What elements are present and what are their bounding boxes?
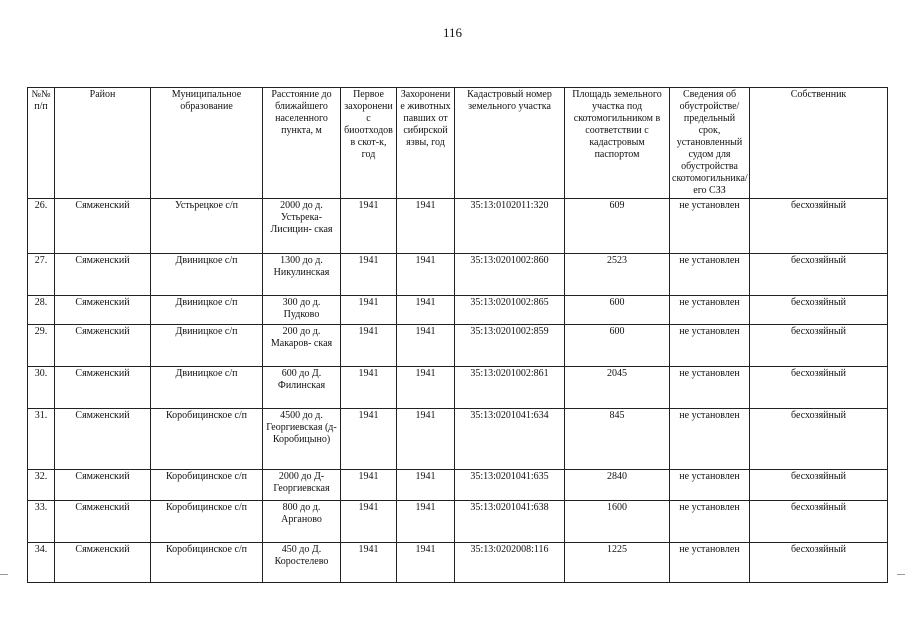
cell-distance: 600 до Д. Филинская [263,367,341,409]
cell-anthrax-burial: 1941 [397,501,455,543]
cell-municipality: Двиницкое с/п [151,296,263,325]
cell-arrangement: не установлен [670,325,750,367]
cell-area: 609 [565,199,670,254]
cell-owner: бесхозяйный [750,501,888,543]
table-row [28,199,888,254]
cell-first-burial: 1941 [341,199,397,254]
cell-cadastral-number: 35:13:0201002:859 [455,325,565,367]
cell-owner: бесхозяйный [750,199,888,254]
cell-cadastral-number: 35:13:0202008:116 [455,543,565,583]
table-row [28,470,888,501]
cell-area: 2523 [565,254,670,296]
cell-municipality: Коробицинское с/п [151,409,263,470]
cell-district: Сямженский [55,367,151,409]
cell-area: 2045 [565,367,670,409]
cell-cadastral-number: 35:13:0201041:635 [455,470,565,501]
cell-owner: бесхозяйный [750,367,888,409]
cell-number: 34. [28,543,55,583]
cell-municipality: Двиницкое с/п [151,367,263,409]
header-first-burial: Первое захоронени с биоотходов в скот-к, год [341,88,397,199]
cell-cadastral-number: 35:13:0201002:865 [455,296,565,325]
header-distance: Расстояние до ближайшего населенного пункта, м [263,88,341,199]
cell-cadastral-number: 35:13:0201002:860 [455,254,565,296]
cell-distance: 450 до Д. Коростелево [263,543,341,583]
cell-number: 32. [28,470,55,501]
cell-owner: бесхозяйный [750,470,888,501]
cell-owner: бесхозяйный [750,325,888,367]
cell-municipality: Двиницкое с/п [151,254,263,296]
header-district: Район [55,88,151,199]
cell-district: Сямженский [55,470,151,501]
cell-owner: бесхозяйный [750,296,888,325]
page-number: 116 [442,25,463,40]
cell-anthrax-burial: 1941 [397,325,455,367]
cell-municipality: Устьрецкое с/п [151,199,263,254]
cell-owner: бесхозяйный [750,409,888,470]
cell-anthrax-burial: 1941 [397,296,455,325]
header-number: №№ п/п [28,88,55,199]
cell-area: 845 [565,409,670,470]
header-anthrax-burial: Захоронени е животных павших от сибирской язвы, год [397,88,455,199]
header-cadastral-number: Кадастровый номер земельного участка [455,88,565,199]
header-arrangement: Сведения об обустройстве/ предельный срок, установленный судом для обустройства скотомогильника/ его СЗЗ [670,88,750,199]
cell-distance: 1300 до д. Никулинская [263,254,341,296]
cell-number: 26. [28,199,55,254]
table-row [28,409,888,470]
page-edge-mark-left [0,574,8,575]
cell-arrangement: не установлен [670,367,750,409]
cell-district: Сямженский [55,199,151,254]
cell-anthrax-burial: 1941 [397,254,455,296]
cell-municipality: Коробицинское с/п [151,501,263,543]
cell-cadastral-number: 35:13:0102011:320 [455,199,565,254]
cell-arrangement: не установлен [670,543,750,583]
cell-district: Сямженский [55,254,151,296]
cell-distance: 2000 до д. Устьрека-Лисицин- ская [263,199,341,254]
cell-arrangement: не установлен [670,501,750,543]
cell-first-burial: 1941 [341,409,397,470]
cell-distance: 800 до д. Арганово [263,501,341,543]
header-owner: Собственник [750,88,888,199]
cell-number: 27. [28,254,55,296]
table-row [28,325,888,367]
cell-first-burial: 1941 [341,367,397,409]
cell-district: Сямженский [55,325,151,367]
cell-first-burial: 1941 [341,296,397,325]
page-edge-mark-right [897,574,905,575]
header-area: Площадь земельного участка под скотомогильником в соответствии с кадастровым паспортом [565,88,670,199]
cell-cadastral-number: 35:13:0201041:634 [455,409,565,470]
cell-distance: 4500 до д. Георгиевская (д-Коробицыно) [263,409,341,470]
table-row [28,254,888,296]
cell-anthrax-burial: 1941 [397,470,455,501]
cell-arrangement: не установлен [670,199,750,254]
cell-arrangement: не установлен [670,409,750,470]
cell-district: Сямженский [55,501,151,543]
cell-arrangement: не установлен [670,470,750,501]
cell-number: 28. [28,296,55,325]
cell-municipality: Коробицинское с/п [151,470,263,501]
cell-number: 29. [28,325,55,367]
cell-area: 600 [565,325,670,367]
table-row [28,501,888,543]
cell-first-burial: 1941 [341,254,397,296]
cell-distance: 300 до д. Пудково [263,296,341,325]
cell-anthrax-burial: 1941 [397,543,455,583]
table-row [28,296,888,325]
header-municipality: Муниципальное образование [151,88,263,199]
cell-district: Сямженский [55,543,151,583]
cell-cadastral-number: 35:13:0201002:861 [455,367,565,409]
table-row [28,367,888,409]
cell-area: 2840 [565,470,670,501]
cell-number: 33. [28,501,55,543]
table-header-row [28,88,888,199]
cell-arrangement: не установлен [670,296,750,325]
cell-first-burial: 1941 [341,470,397,501]
cell-municipality: Коробицинское с/п [151,543,263,583]
cell-number: 31. [28,409,55,470]
cell-area: 600 [565,296,670,325]
cell-anthrax-burial: 1941 [397,367,455,409]
table-row [28,543,888,583]
cell-distance: 200 до д. Макаров- ская [263,325,341,367]
cell-arrangement: не установлен [670,254,750,296]
cell-anthrax-burial: 1941 [397,199,455,254]
cell-cadastral-number: 35:13:0201041:638 [455,501,565,543]
cell-distance: 2000 до Д-Георгиевская [263,470,341,501]
cell-number: 30. [28,367,55,409]
cell-area: 1600 [565,501,670,543]
cell-first-burial: 1941 [341,325,397,367]
cell-district: Сямженский [55,409,151,470]
cell-first-burial: 1941 [341,543,397,583]
cell-area: 1225 [565,543,670,583]
cell-district: Сямженский [55,296,151,325]
cell-anthrax-burial: 1941 [397,409,455,470]
cell-first-burial: 1941 [341,501,397,543]
cell-owner: бесхозяйный [750,543,888,583]
cattle-burial-registry-table [27,87,888,583]
cell-municipality: Двиницкое с/п [151,325,263,367]
cell-owner: бесхозяйный [750,254,888,296]
